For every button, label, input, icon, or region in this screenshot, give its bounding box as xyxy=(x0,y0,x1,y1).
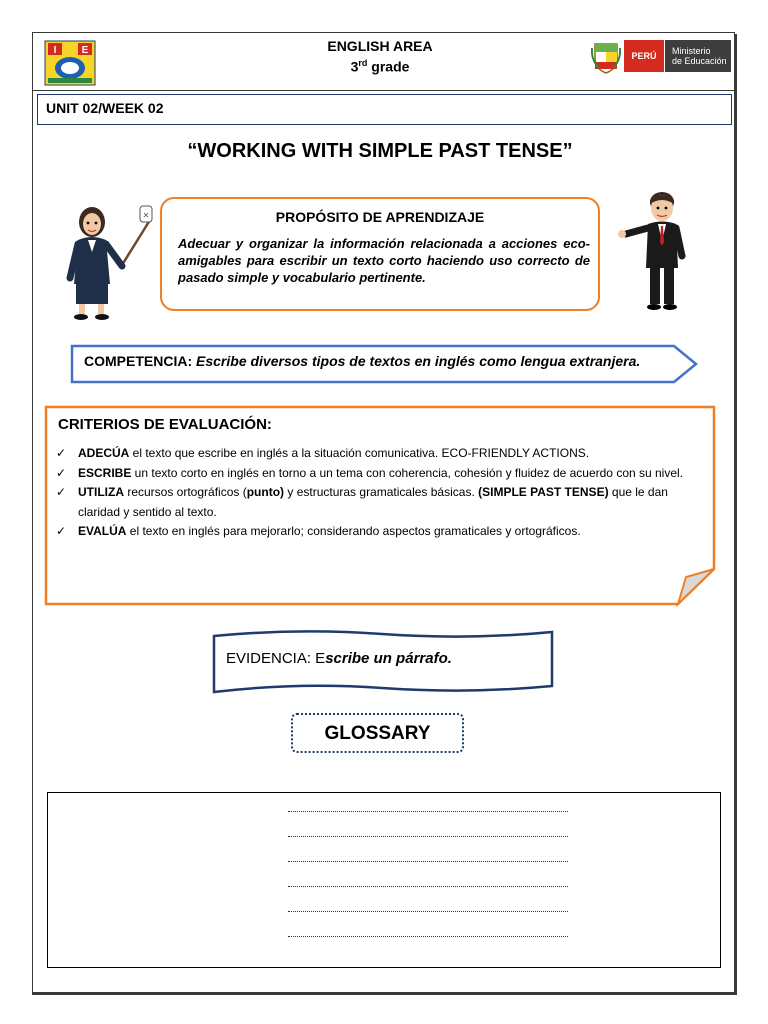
proposito-box xyxy=(160,197,600,311)
criterio-text: recursos ortográficos ( xyxy=(124,485,247,499)
ministry-line-1: Ministerio xyxy=(672,46,711,56)
school-logo xyxy=(44,40,96,86)
grade-number: 3 xyxy=(350,58,359,75)
checkmark-icon: ✓ xyxy=(56,465,67,480)
writing-line[interactable] xyxy=(288,911,568,912)
criterio-item xyxy=(56,464,706,484)
svg-text:✕: ✕ xyxy=(142,211,150,220)
criterio-keyword: (SIMPLE PAST TENSE) xyxy=(478,485,609,499)
writing-line[interactable] xyxy=(288,936,568,937)
writing-line[interactable] xyxy=(288,836,568,837)
logo-letter-i: I xyxy=(53,45,57,56)
teacher-woman-illustration xyxy=(60,200,160,322)
page-border-shadow-right xyxy=(735,34,737,995)
header-title xyxy=(280,38,480,76)
header-divider xyxy=(32,90,735,91)
glossary-writing-area[interactable] xyxy=(47,792,721,968)
criterio-keyword: ESCRIBE xyxy=(78,465,132,480)
criterio-keyword: UTILIZA xyxy=(78,485,124,499)
ministry-badge xyxy=(665,40,731,72)
page-border-shadow-bottom xyxy=(32,993,737,995)
proposito-title: PROPÓSITO DE APRENDIZAJE xyxy=(275,209,485,225)
peru-badge: PERÚ xyxy=(624,40,664,72)
page-title: “WORKING WITH SIMPLE PAST TENSE” xyxy=(187,140,573,162)
grade-word: grade xyxy=(371,58,410,75)
criterio-text: el texto que escribe en inglés a la situación comunicativa. ECO-FRIENDLY ACTIONS. xyxy=(129,446,590,460)
writing-line[interactable] xyxy=(288,861,568,862)
criterio-text: y estructuras gramaticales básicas. xyxy=(284,485,479,499)
competencia-value: Escribe diversos tipos de textos en inglés como lengua extranjera. xyxy=(196,353,641,369)
writing-line[interactable] xyxy=(288,811,568,812)
criterio-item xyxy=(56,522,706,542)
criterio-text: que le dan claridad y sentido al texto. xyxy=(78,485,668,519)
criterio-item xyxy=(56,483,706,522)
criterio-keyword: punto) xyxy=(246,485,285,499)
criterio-keyword: EVALÚA xyxy=(78,524,127,538)
checkmark-icon: ✓ xyxy=(56,485,67,499)
area-title: ENGLISH AREA xyxy=(327,38,433,54)
glossary-heading: GLOSSARY xyxy=(291,713,464,753)
grade-suffix: rd xyxy=(358,58,368,68)
checkmark-icon: ✓ xyxy=(56,446,67,460)
criterio-text: un texto corto en inglés en torno a un tema con coherencia, cohesión y fluidez de acuerdo con su nivel. xyxy=(131,465,684,480)
evidencia-label: EVIDENCIA: E xyxy=(226,650,326,667)
evidencia-text xyxy=(226,650,452,667)
criterios-title: CRITERIOS DE EVALUACIÓN: xyxy=(58,416,272,433)
logo-letter-e: E xyxy=(81,45,89,56)
peru-shield-icon xyxy=(591,38,621,74)
competencia-label: COMPETENCIA: xyxy=(84,353,193,369)
teacher-man-illustration xyxy=(612,186,692,314)
proposito-text: Adecuar y organizar la información relacionada a acciones eco-amigables para escribir un texto corto haciendo uso correcto de pasado simple y vocabulario pertinente. xyxy=(178,236,590,285)
ministry-line-2: de Educación xyxy=(672,56,727,66)
evidencia-value: scribe un párrafo. xyxy=(325,650,452,667)
criterio-item xyxy=(56,444,706,464)
unit-week-banner: UNIT 02/WEEK 02 xyxy=(37,94,732,125)
writing-line[interactable] xyxy=(288,886,568,887)
criterio-keyword: ADECÚA xyxy=(78,446,130,460)
grade-title xyxy=(280,55,480,76)
checkmark-icon: ✓ xyxy=(56,524,67,538)
criterios-list xyxy=(56,444,706,542)
criterio-text: el texto en inglés para mejorarlo; considerando aspectos gramaticales y ortográficos. xyxy=(126,524,581,538)
competencia-text xyxy=(84,353,640,369)
